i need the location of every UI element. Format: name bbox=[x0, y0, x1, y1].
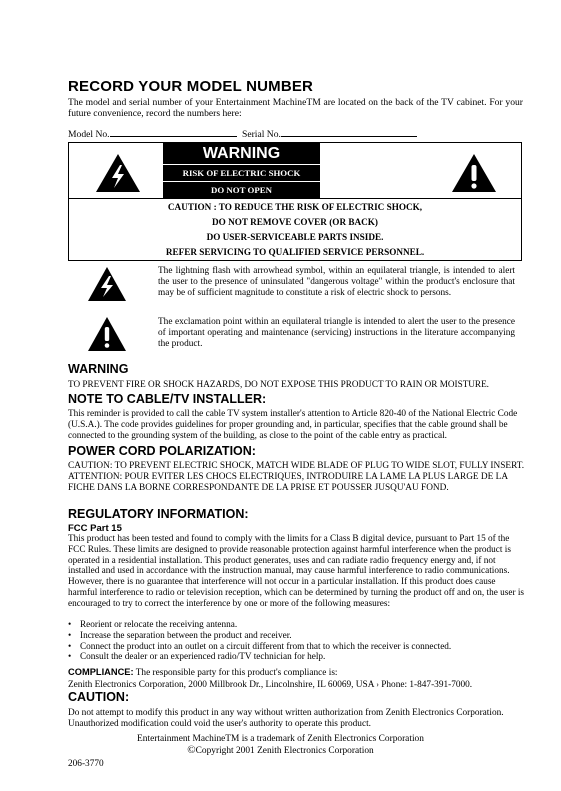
copyright-text: Copyright 2001 Zenith Electronics Corporation bbox=[195, 746, 374, 756]
compliance-block: COMPLIANCE: The responsible party for this product's compliance is: Zenith Electronics Corporation, 2000 Millbrook Dr., Lincolnshire, IL 60069, USA › Phone: 1-847-391-7000. bbox=[68, 667, 473, 690]
fcc-text: This product has been tested and found to comply with the limits for a Class B digital device, pursuant to Part 15 of the FCC Rules. These limits are designed to provide reasonable protection against harmful interference when the product is operated in a residential installation. This product generates, uses and can radiate radio frequency energy and, if not installed and used in accordance with the instruction manual, may cause harmful interference to radio communications. However, there is no guarantee that interference will not occur in a particular installation. If this product does cause harmful interference to radio or television reception, which can be determined by turning the product off and on, the user is encouraged to try to correct the interference by one or more of the following measures: bbox=[68, 534, 525, 609]
warning-box-divider bbox=[69, 198, 521, 199]
regulatory-heading: REGULATORY INFORMATION: bbox=[68, 507, 249, 521]
footer bbox=[0, 734, 561, 757]
fcc-measures-list bbox=[68, 620, 526, 663]
serial-label: Serial No. bbox=[241, 129, 281, 140]
list-item: • Consult the dealer or an experienced radio/TV technician for help. bbox=[68, 652, 326, 663]
caution-line-3: DO USER-SERVICEABLE PARTS INSIDE. bbox=[206, 232, 384, 242]
list-item: • Increase the separation between the product and receiver. bbox=[68, 630, 292, 641]
cable-text: This reminder is provided to call the cable TV system installer's attention to Article 820-40 of the National Electric Code (U.S.A.). The code provides guidelines for proper grounding and, in particular, specifies that the cable ground shall be connected to the grounding system of the building, as close to the point of the cable entry as practical. bbox=[68, 409, 518, 441]
model-label: Model No. bbox=[68, 129, 110, 140]
cable-heading: NOTE TO CABLE/TV INSTALLER: bbox=[68, 392, 267, 406]
warning-box-subtitle-1: RISK OF ELECTRIC SHOCK bbox=[182, 168, 301, 178]
lightning-symbol-icon bbox=[87, 266, 127, 302]
caution-line-2: DO NOT REMOVE COVER (OR BACK) bbox=[212, 217, 378, 227]
warning-box bbox=[68, 142, 522, 261]
exclamation-explanation: The exclamation point within an equilateral triangle is intended to alert the user to the presence of important operating and maintenance (servicing) instructions in the literature accompanying the product. bbox=[158, 317, 515, 349]
caution-line-4: REFER SERVICING TO QUALIFIED SERVICE PERSONNEL. bbox=[165, 247, 425, 257]
exclamation-symbol-icon bbox=[87, 316, 127, 352]
polarization-text bbox=[68, 461, 526, 494]
compliance-text: The responsible party for this product's compliance is: bbox=[135, 668, 338, 678]
polarization-text-fr: ATTENTION: POUR EVITER LES CHOCS ELECTRIQUES, INTRODUIRE LA LAME LA PLUS LARGE DE LA FICHE DANS LA BORNE CORRESPONDANTE DE LA PRISE ET POUSSER JUSQU'AU FOND. bbox=[68, 472, 508, 493]
warning-box-title: WARNING bbox=[202, 145, 281, 162]
list-item: • Reorient or relocate the receiving antenna. bbox=[68, 620, 238, 630]
page-title: RECORD YOUR MODEL NUMBER bbox=[68, 78, 314, 95]
fcc-subheading: FCC Part 15 bbox=[68, 523, 122, 534]
compliance-phone: Phone: 1-847-391-7000. bbox=[381, 680, 473, 690]
list-item: • Connect the product into an outlet on a circuit different from that to which the receiver is connected. bbox=[68, 641, 452, 652]
model-field[interactable] bbox=[110, 127, 237, 137]
compliance-label: COMPLIANCE: bbox=[68, 667, 134, 677]
warning-text: TO PREVENT FIRE OR SHOCK HAZARDS, DO NOT EXPOSE THIS PRODUCT TO RAIN OR MOISTURE. bbox=[68, 379, 489, 389]
serial-field[interactable] bbox=[281, 127, 417, 137]
record-fields bbox=[68, 127, 528, 140]
polarization-text-en: CAUTION: TO PREVENT ELECTRIC SHOCK, MATCH WIDE BLADE OF PLUG TO WIDE SLOT, FULLY INSERT. bbox=[68, 461, 525, 471]
caution-heading: CAUTION: bbox=[68, 690, 130, 704]
warning-header-block bbox=[163, 143, 320, 198]
caution-text: Do not attempt to modify this product in any way without written authorization from Zenith Electronics Corporation. Unauthorized modification could void the user's authority to operate this product. bbox=[68, 708, 504, 729]
warning-box-subtitle-2: DO NOT OPEN bbox=[211, 185, 272, 195]
compliance-address: Zenith Electronics Corporation, 2000 Millbrook Dr., Lincolnshire, IL 60069, USA bbox=[68, 680, 374, 690]
polarization-heading: POWER CORD POLARIZATION: bbox=[68, 444, 256, 458]
lightning-explanation: The lightning flash with arrowhead symbol, within an equilateral triangle, is intended to alert the user to the presence of uninsulated "dangerous voltage" within the product's enclosure that may be of sufficient magnitude to constitute a risk of electric shock to persons. bbox=[158, 266, 515, 298]
warning-heading: WARNING bbox=[68, 362, 129, 376]
intro-text: The model and serial number of your Entertainment MachineTM are located on the back of the TV cabinet. For your future convenience, record the numbers here: bbox=[68, 97, 523, 119]
exclamation-warning-icon bbox=[451, 153, 497, 193]
lightning-warning-icon bbox=[95, 153, 141, 193]
trademark-text: Entertainment MachineTM is a trademark of Zenith Electronics Corporation bbox=[137, 734, 424, 744]
copyright-symbol: © bbox=[187, 744, 196, 756]
caution-line-1: CAUTION : TO REDUCE THE RISK OF ELECTRIC SHOCK, bbox=[167, 202, 423, 212]
document-number: 206-3770 bbox=[68, 759, 104, 769]
